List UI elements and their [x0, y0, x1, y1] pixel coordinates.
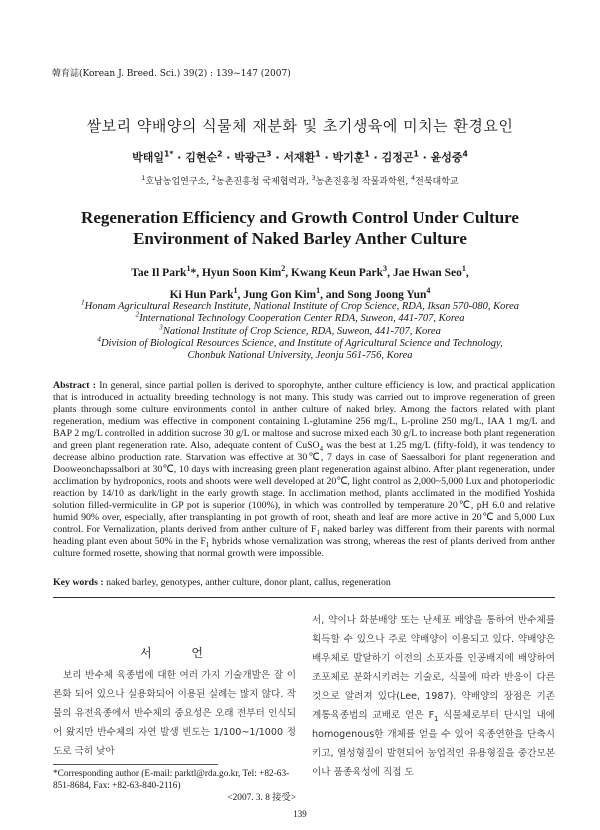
- keywords-label: Key words :: [53, 577, 104, 588]
- author: 김현순$^2$: [185, 149, 223, 164]
- introduction-heading: 서 언: [140, 646, 221, 660]
- abstract-label: Abstract :: [53, 380, 96, 391]
- author: 서재환$^1$: [283, 149, 321, 164]
- received-date: <2007. 3. 8 接受>: [227, 793, 296, 803]
- body-column-right: 서, 약이나 화분배양 또는 난세포 배양을 통하여 반수체를 획득할 수 있으나 주로 약배양이 이용되고 있다. 약배양은 배우체로 발달하기 이전의 소포자를 인공배지에 배양하여 조포체로 분화시키려는 기술로, 식물에 따라 반응이 다른 것으로 알려져 있다(Lee, 1987). 약배양의 장점은 기존 계통육종법의 교배로 얻은 $F_1$ 식물체로부터 단시일 내에 homogenous한 개체를 얻을 수 있어 육종연한을 단축시키고, 열성형질이 발현되어 농업적인 유용형질을 중간모본이나 품종육성에 직접 도: [312, 615, 555, 778]
- footnote-divider: [53, 764, 218, 765]
- author: 박기훈$^1$: [332, 149, 370, 164]
- korean-authors: 박태일$^{1*}$ · 김현순$^2$ · 박광근$^3$ · 서재환$^1$ · 박기훈$^1$ · 김정곤$^1$ · 윤성중$^4$: [132, 149, 468, 164]
- english-authors: Tae Il Park$^1$*, Hyun Soon Kim$^2$, Kwang Keun Park$^3$, Jae Hwan Seo$^1$, Ki Hun Park$^1$, Jung Gon Kim$^1$, and Song Joong Yun$^4$: [131, 264, 469, 301]
- author: 박태일$^{1*}$: [132, 149, 174, 164]
- body-column-left: 보리 반수체 육종법에 대한 여러 가지 기술개발은 잘 이론화 되어 있으나 실용화되어 이용된 실례는 많지 않다. 작물의 유전육종에서 반수체의 중요성은 오래 전부터 인식되어 왔지만 반수체의 자연 발생 빈도는 1/100~1/1000 정도로 극히 낮아: [53, 670, 296, 757]
- english-title: Regeneration Efficiency and Growth Control Under Culture Environment of Naked Barley Anther Culture: [81, 208, 519, 248]
- english-affiliations: $^1$Honam Agricultural Research Institute, National Institute of Crop Science, RDA, Iksan 570-080, Korea $^2$International Technology Cooperation Center RDA, Suweon, 441-707, Korea $^3$National Institute of Crop Science, RDA, Suweon, 441-707, Korea $^4$Division of Biological Resources Science, and Institute of Agricultural Science and Technology, Chonbuk National University, Jeonju 561-756, Korea: [80, 297, 519, 362]
- page-number: 139: [293, 809, 307, 819]
- journal-citation: 韓育誌(Korean J. Breed. Sci.) 39(2) : 139~147 (2007): [52, 69, 291, 79]
- korean-title: 쌀보리 약배양의 식물체 재분화 및 초기생육에 미치는 환경요인: [86, 117, 514, 135]
- abstract: Abstract : In general, since partial pollen is derived to sporophyte, anther culture efficiency is low, and practical application that is introduced in actuality breeding technology is not many. This study was carried out to improve regeneration of green plants through some culture environments contol in anther culture of naked brley. Among the factors related with plant regeneration, medium was effective in component containing L-glutamine 256 mg/L, L-proline 250 mg/L, IAA 1 mg/L and BAP 2 mg/L controlled in addition sucrose 30 g/L or maltose and sucrose mixed each 30 g/L to increase both plant regeneration and green plant regeneration rate. Also, adequate content of CuSO$_4$ was the best at 1.25 mg/L (fifty-fold), it was tendency to decrease albino production rate. Starvation was effective at 30℃, 7 days in case of Saessalbori for plant regeneration and Dooweonchapssalbori at 30℃, 10 days with increasing green plant regeneration against albino. After plant regeneration, under acclimation by hydroponics, roots and shoots were well developed at 20℃, light control as 2,000~5,000 Lux and photoperiodic reaction by 14/10 as dark/light in the early growth stage. In acclimation method, plants acclimated in the modified Yoshida solution filled-vermiculite in GP pot is superior (100%), in which was controlled by temperature 20℃, pH 6.0 and relative humid 90% over, especially, after transplanting in pot growth of root, sheath and leaf are more active in 20℃ and 5,000 Lux control. For Vernalization, plants derived from anther culture of $F_1$ naked barley was different from their parents with normal heading plant even about 50% in the $F_1$ hybrids whose vernalization was strong, whereas the rest of plants derived from anther culture formed rosette, showing that normal growth were impossible.: [53, 380, 556, 559]
- author: 윤성중$^4$: [430, 149, 468, 164]
- korean-affiliations: $^1$호남농업연구소, $^2$농촌진흥청 국제협력과, $^3$농촌진흥청 작물과학원, $^4$전북대학교: [141, 175, 459, 187]
- author: 김정곤$^1$: [381, 149, 419, 164]
- keywords: Key words : naked barley, genotypes, anther culture, donor plant, callus, regeneration: [53, 577, 391, 588]
- author: 박광근$^3$: [234, 149, 272, 164]
- section-divider: [53, 597, 555, 598]
- corresponding-author-footnote: *Corresponding author (E-mail: parktl@rda.go.kr, Tel: +82-63-851-8684, Fax: +82-63-840-2116) <2007. 3. 8 接受>: [53, 769, 296, 803]
